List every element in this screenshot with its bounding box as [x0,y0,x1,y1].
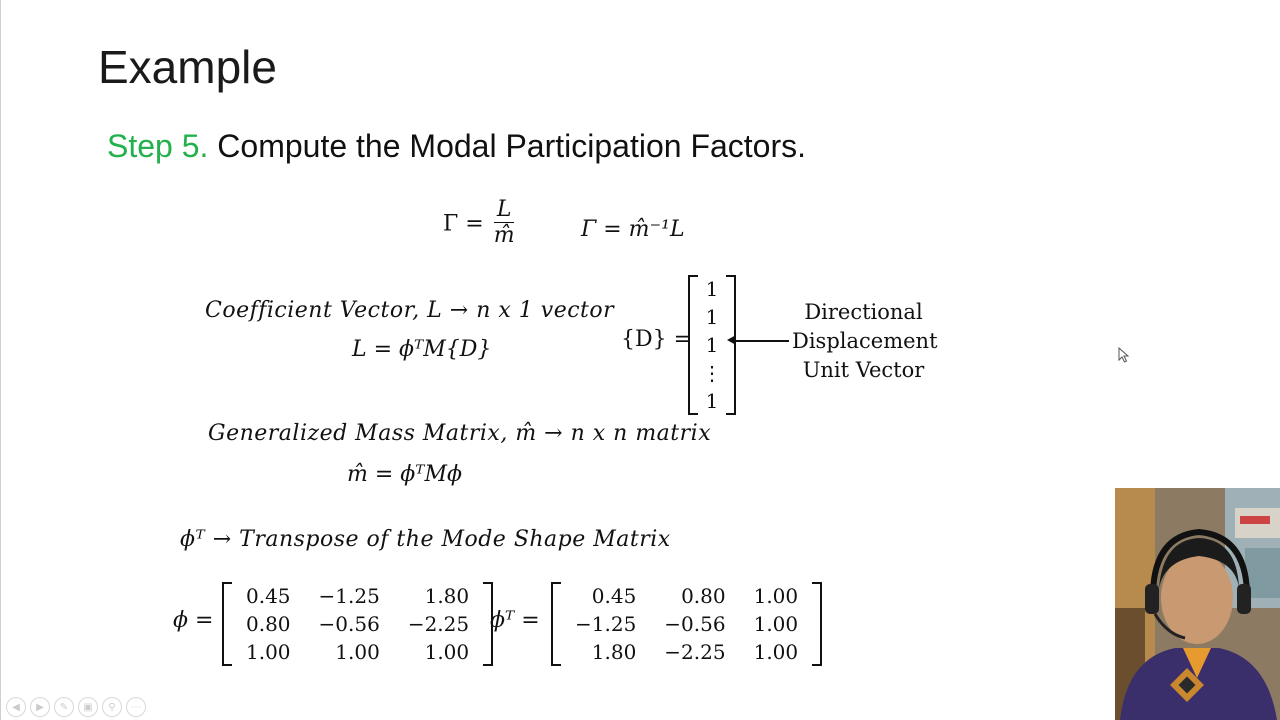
matrix-cell: 0.45 [246,584,291,608]
gamma-inverse-formula: Γ = m̂⁻¹L [581,217,685,242]
matrix-cell: −2.25 [664,640,726,664]
vector-row [698,331,726,359]
matrix-row [561,582,812,610]
phi-t-matrix-lhs: ϕᵀ = [490,608,540,633]
matrix-cell: −1.25 [575,612,637,636]
pen-icon[interactable]: ✎ [54,697,74,717]
directional-vector-matrix [688,275,736,415]
caption-line-3: Unit Vector [802,358,925,382]
generalized-mass-label: Generalized Mass Matrix, m̂ → n x n matrix [208,421,712,446]
phi-matrix-lhs: ϕ = [173,608,214,633]
zoom-icon[interactable]: ⚲ [102,697,122,717]
presenter-video-frame [1115,488,1280,720]
matrix-cell: 1.00 [753,584,799,608]
slide-title: Example [98,41,277,93]
gamma-denominator: m̂ [493,223,515,249]
presenter-webcam [1115,488,1280,720]
vector-entry: 1 [705,277,719,301]
vector-entry: 1 [705,333,719,357]
caption-line-2: Displacement [792,329,938,353]
gamma-lhs: Γ = [443,211,491,237]
matrix-row [561,610,812,638]
left-bracket [222,582,232,666]
vector-entry: 1 [705,389,719,413]
slide-left-edge [0,0,1,720]
vector-row [698,387,726,415]
left-bracket [551,582,561,666]
right-bracket [812,582,822,666]
matrix-cell: 1.80 [424,584,470,608]
matrix-row [232,610,483,638]
matrix-cell: −1.25 [318,584,380,608]
arrow-line [735,340,789,342]
more-icon[interactable]: ⋯ [126,697,146,717]
matrix-cell: −0.56 [664,612,726,636]
prev-icon[interactable]: ◀ [6,697,26,717]
slides-icon[interactable]: ▣ [78,697,98,717]
directional-vector-lhs: {D} = [621,327,693,352]
vector-row [698,275,726,303]
step-text: Compute the Modal Participation Factors. [208,128,807,164]
coefficient-vector-label: Coefficient Vector, L → n x 1 vector [205,298,615,323]
phi-t-matrix [551,582,822,666]
phi-matrix-entries [232,582,483,666]
phi-matrix [222,582,493,666]
phi-t-matrix-entries [561,582,812,666]
matrix-cell: 1.00 [335,640,380,664]
mouse-cursor-icon [1118,347,1130,363]
matrix-cell: 1.00 [246,640,291,664]
generalized-mass-equation: m̂ = ϕᵀMϕ [347,462,463,487]
gamma-fraction-formula [443,198,518,250]
step-number-label: Step 5. [107,128,209,164]
left-bracket [688,275,698,415]
matrix-cell: 1.00 [424,640,470,664]
vector-row [698,303,726,331]
matrix-cell: 0.45 [591,584,637,608]
gamma-numerator: L [494,198,515,223]
matrix-cell: 1.00 [753,640,799,664]
step-heading [107,128,806,165]
gamma-fraction [491,198,518,250]
vector-entry: ⋮ [702,361,722,385]
matrix-cell: −2.25 [407,612,470,636]
matrix-cell: 1.80 [591,640,637,664]
matrix-cell: 0.80 [246,612,291,636]
matrix-cell: 1.00 [753,612,799,636]
matrix-cell: 0.80 [681,584,726,608]
vector-row [698,359,726,387]
presenter-toolbar [6,697,146,717]
vector-entry: 1 [705,305,719,329]
caption-line-1: Directional [804,300,923,324]
next-icon[interactable]: ▶ [30,697,50,717]
unit-vector-caption [792,298,938,385]
matrix-row [561,638,812,666]
matrix-cell: −0.56 [318,612,380,636]
matrix-row [232,582,483,610]
transpose-label: ϕᵀ → Transpose of the Mode Shape Matrix [180,527,671,552]
right-bracket [726,275,736,415]
matrix-row [232,638,483,666]
directional-vector-entries [698,275,726,415]
coefficient-vector-equation: L = ϕᵀM{D} [352,337,492,362]
